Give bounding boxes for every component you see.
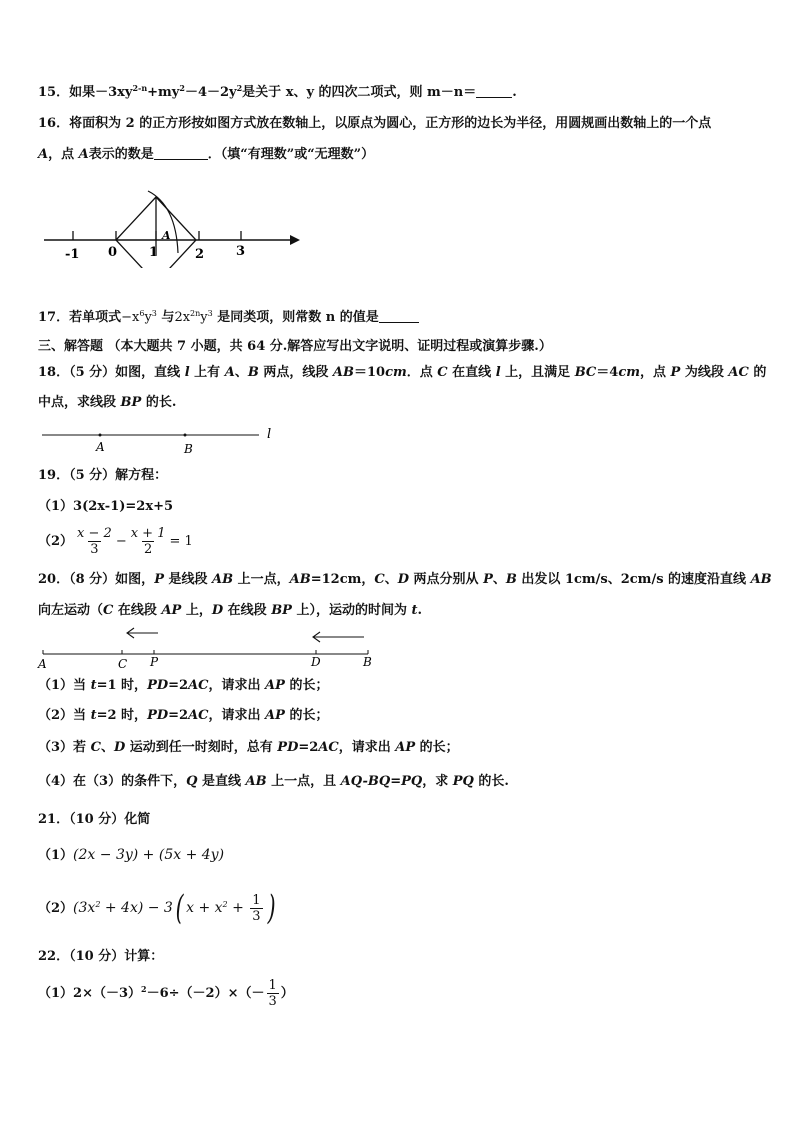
left-paren: ( [175,888,184,928]
section-3-heading: 三、解答题 （本大题共 7 小题，共 64 分.解答应写出文字说明、证明过程或演算步骤.） [38,339,552,354]
var: AP [395,740,416,755]
var: AB [750,572,772,587]
var: t [411,603,418,618]
question-15 [38,83,517,102]
exponent: 3 [207,309,213,318]
numerator: x + 1 [130,526,166,541]
monomial-2 [174,310,212,325]
label-l: l [267,427,272,442]
text: =1 时， [96,678,148,693]
math: 2x [174,310,191,325]
var: C [374,572,385,587]
text: 的长. [473,774,509,789]
operator: − [115,534,127,549]
fraction-1 [75,526,114,557]
exponent: 3 [151,309,157,318]
tick-label-2: 2 [195,247,205,262]
math: x + x [186,900,223,916]
text: 是直线 [197,774,246,789]
denominator: 3 [268,994,277,1009]
question-19-part-2 [38,524,193,560]
denominator: 3 [252,908,261,924]
var: AC [188,708,209,723]
exponent: 2 [222,900,228,909]
exponent: 2n [190,309,201,318]
math: + 4x) − 3 [100,900,173,916]
var: A [224,365,235,380]
text: 为线段 [680,365,729,380]
var: PD [277,740,299,755]
math: y [200,310,208,325]
question-22: 22．（10 分）计算： [38,949,164,964]
question-20-sub-3 [38,739,459,757]
text: ．点 [406,365,438,380]
var: AB [332,365,354,380]
question-20-line-2 [38,602,422,620]
var: B [505,572,517,587]
text: =2 时， [96,708,148,723]
numerator: 1 [252,892,261,908]
text: 、 [100,740,114,755]
q-number: 17． [38,310,70,325]
text: ．（填“有理数”或“无理数”） [207,147,375,162]
text: ，点 [640,365,671,380]
point-a-label: A [162,229,171,242]
text: = [390,774,402,789]
text: 上，且满足 [500,365,575,380]
text: ） [280,986,294,1001]
var: C [103,603,114,618]
question-20-sub-2 [38,707,328,725]
point-a [99,434,102,437]
label-b: B [363,655,372,669]
text: 上， [181,603,212,618]
text: 在线段 [113,603,162,618]
text: 的长； [284,678,329,693]
question-19-part-1: （1）3(2x-1)=2x+5 [38,499,174,514]
var: B [247,365,259,380]
text: 在线段 [223,603,272,618]
text: ，请求出 [208,708,266,723]
text: 的 [748,365,767,380]
part-label: （2） [38,534,74,549]
expression [73,888,278,928]
text: 上有 [189,365,225,380]
text: ＝4 [596,365,619,380]
q-number: 18．（5 分） [38,365,116,380]
question-20-sub-4 [38,773,509,791]
text: 两点分别从 [409,572,484,587]
text: 、 [492,572,506,587]
question-16-line-2 [38,145,374,164]
var: D [397,572,410,587]
exponent: 6 [139,309,145,318]
fraction-2 [129,526,168,557]
var: C [437,365,448,380]
math: + [227,900,249,916]
var: l [495,365,501,380]
q-number: 15． [38,85,70,100]
text: +my [147,85,180,100]
question-17 [38,308,419,327]
expression: (2x − 3y) + (5x + 4y) [73,847,225,863]
answer-blank[interactable] [379,308,419,323]
text: （1）当 [38,678,91,693]
var: t [90,678,97,693]
question-18-line-1 [38,364,766,382]
exponent: 2 [141,984,147,994]
var: AB [245,774,267,789]
text: 是同类项，则常数 n 的值是 [217,310,379,325]
text: ＝10 [353,365,386,380]
text: 上），运动的时间为 [291,603,412,618]
math: (3x [73,900,96,916]
tick-label-1: 1 [149,245,159,260]
right-paren: ) [267,888,276,928]
text: 表示的数是 [88,147,154,162]
question-21-part-1 [38,844,224,867]
text: ，请求出 [208,678,266,693]
text: 的长； [415,740,459,755]
fraction [250,893,262,924]
text: 是线段 [163,572,213,587]
var: P [154,572,164,587]
monomial-1 [121,310,157,325]
var: l [184,365,190,380]
exponent: 2 [236,83,243,93]
var: PD [147,678,169,693]
text: . [512,85,517,100]
text: 向左运动（ [38,603,104,618]
text: 、 [384,572,398,587]
number-line-figure [38,183,308,268]
var: Q [186,774,198,789]
text: 的长； [284,708,329,723]
text: 若单项式 [69,310,122,325]
numerator: 1 [268,978,277,993]
text: 运动到任一时刻时，总有 [125,740,278,755]
var: AC [188,678,209,693]
var: AP [161,603,182,618]
answer-blank[interactable] [154,145,208,160]
question-21-part-2 [38,888,278,929]
var: A [78,147,89,162]
var: P [483,572,493,587]
var: AC [728,365,749,380]
var: D [113,740,126,755]
var: AP [265,708,285,723]
var: BP [120,395,142,410]
text: ，点 [48,147,79,162]
question-20-sub-1 [38,677,328,695]
text: ，请求出 [338,740,396,755]
question-20-line-1 [38,571,772,589]
text: 中点，求线段 [38,395,121,410]
unit: cm [385,365,407,380]
tick-label-0: 0 [108,245,118,260]
text: . [417,603,423,618]
part-label: （1） [38,848,74,863]
denominator: 3 [90,542,99,557]
var: P [670,365,681,380]
text: 是关于 x、y 的四次二项式，则 m－n＝ [242,85,477,100]
exponent: 2 [95,900,101,909]
var: PQ [401,774,423,789]
answer-blank[interactable] [476,83,512,98]
part-label: （2） [38,901,74,916]
question-18-line-2 [38,394,176,412]
text: =12cm， [310,572,375,587]
label-a: A [96,440,105,454]
var: AQ-BQ [340,774,391,789]
text: 与 [161,310,175,325]
label-a: A [38,657,47,671]
math: y [144,310,152,325]
exponent: 2 [179,83,185,93]
question-16-line-1 [38,115,711,133]
math: −x [121,310,140,325]
line-l-figure [38,420,288,458]
text: ，求 [422,774,453,789]
var: AB [212,572,234,587]
text: －6÷（－2）×（－ [146,986,265,1001]
text: （2）当 [38,708,91,723]
text: 的长. [141,395,177,410]
fraction [267,978,279,1009]
question-19: 19．（5 分）解方程： [38,468,168,483]
text: 、 [234,365,248,380]
text: －4－2y [184,85,237,100]
q-number: 20．（8 分） [38,572,116,587]
var: AC [318,740,339,755]
var: t [90,708,97,723]
numerator: x − 2 [77,526,112,541]
text: 如图， [115,572,155,587]
equals: = 1 [169,534,193,549]
text: =2 [298,740,319,755]
var: AP [265,678,285,693]
segment-ab-figure [36,624,381,672]
text: =2 [168,678,189,693]
text: 上一点， [233,572,290,587]
question-21: 21．（10 分）化简 [38,812,151,827]
text: 两点，线段 [258,365,333,380]
var: D [211,603,224,618]
label-c: C [118,657,128,671]
exponent: 2-n [132,83,148,93]
denominator: 2 [143,542,153,557]
var: BP [271,603,292,618]
text: （4）在（3）的条件下， [38,774,187,789]
text: 如图，直线 [115,365,185,380]
question-22-part-1 [38,978,294,1010]
label-b: B [184,442,193,456]
text: 将面积为 2 的正方形按如图方式放在数轴上，以原点为圆心，正方形的边长为半径，用圆规画出数轴上的一个点 [69,116,712,131]
label-d: D [311,655,321,669]
var: PD [147,708,169,723]
var: PQ [452,774,474,789]
text: 在直线 [447,365,496,380]
text: 上一点，且 [266,774,341,789]
var: BC [574,365,597,380]
text: =2 [168,708,189,723]
var: A [38,147,49,162]
var: C [90,740,101,755]
tick-label-neg1: -1 [65,247,80,262]
label-p: P [150,655,159,669]
text: （1）2×（－3） [38,986,142,1001]
tick-label-3: 3 [236,244,246,259]
var: AB [289,572,311,587]
axis-arrow [290,235,300,245]
text: 如果－3xy [69,85,133,100]
point-b [184,434,187,437]
q-number: 16． [38,116,70,131]
unit: cm [618,365,640,380]
text: （3）若 [38,740,91,755]
text: 出发以 1cm/s、2cm/s 的速度沿直线 [516,572,751,587]
